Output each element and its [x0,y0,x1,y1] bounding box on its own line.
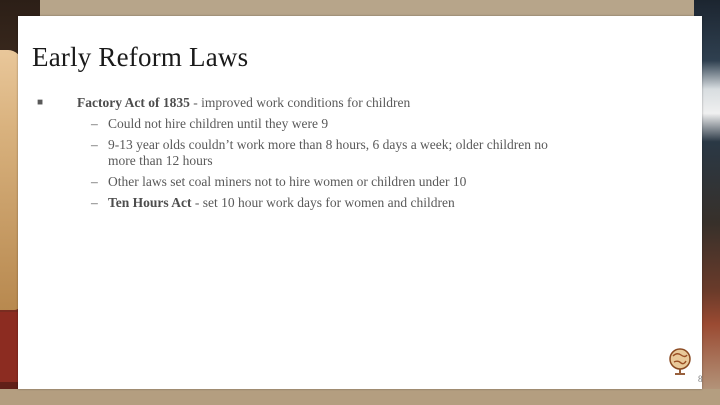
globe-icon [666,346,694,376]
dash-bullet-icon: – [91,195,98,210]
slide-title: Early Reform Laws [32,42,249,72]
sub-bullet-item [36,174,576,190]
sub-bullet-item [36,195,576,211]
bullet-item [36,95,676,111]
bullet-bold-text: Factory Act of 1835 [77,95,190,110]
bullet-text: - improved work conditions for children [189,95,411,110]
background-red-panel [0,312,18,382]
sub-bullet-bold-text: Ten Hours Act [108,195,192,210]
dash-bullet-icon: – [91,174,98,189]
dash-bullet-icon: – [91,137,98,152]
slide [18,16,702,389]
background-bottom-strip [0,389,720,405]
sub-bullet-item [36,137,576,169]
sub-bullet-text: Other laws set coal miners not to hire women or children under 10 [108,174,467,189]
slide-content [36,95,676,211]
sub-bullet-item [36,116,576,132]
square-bullet-icon: ■ [37,97,44,108]
page-number: 8 [698,374,703,384]
sub-bullet-text: 9-13 year olds couldn’t work more than 8 hours, 6 days a week; older children no more than 12 hours [108,137,548,168]
dash-bullet-icon: – [91,116,98,131]
sub-bullet-text: - set 10 hour work days for women and children [191,195,455,210]
sub-bullet-text: Could not hire children until they were 9 [108,116,329,131]
